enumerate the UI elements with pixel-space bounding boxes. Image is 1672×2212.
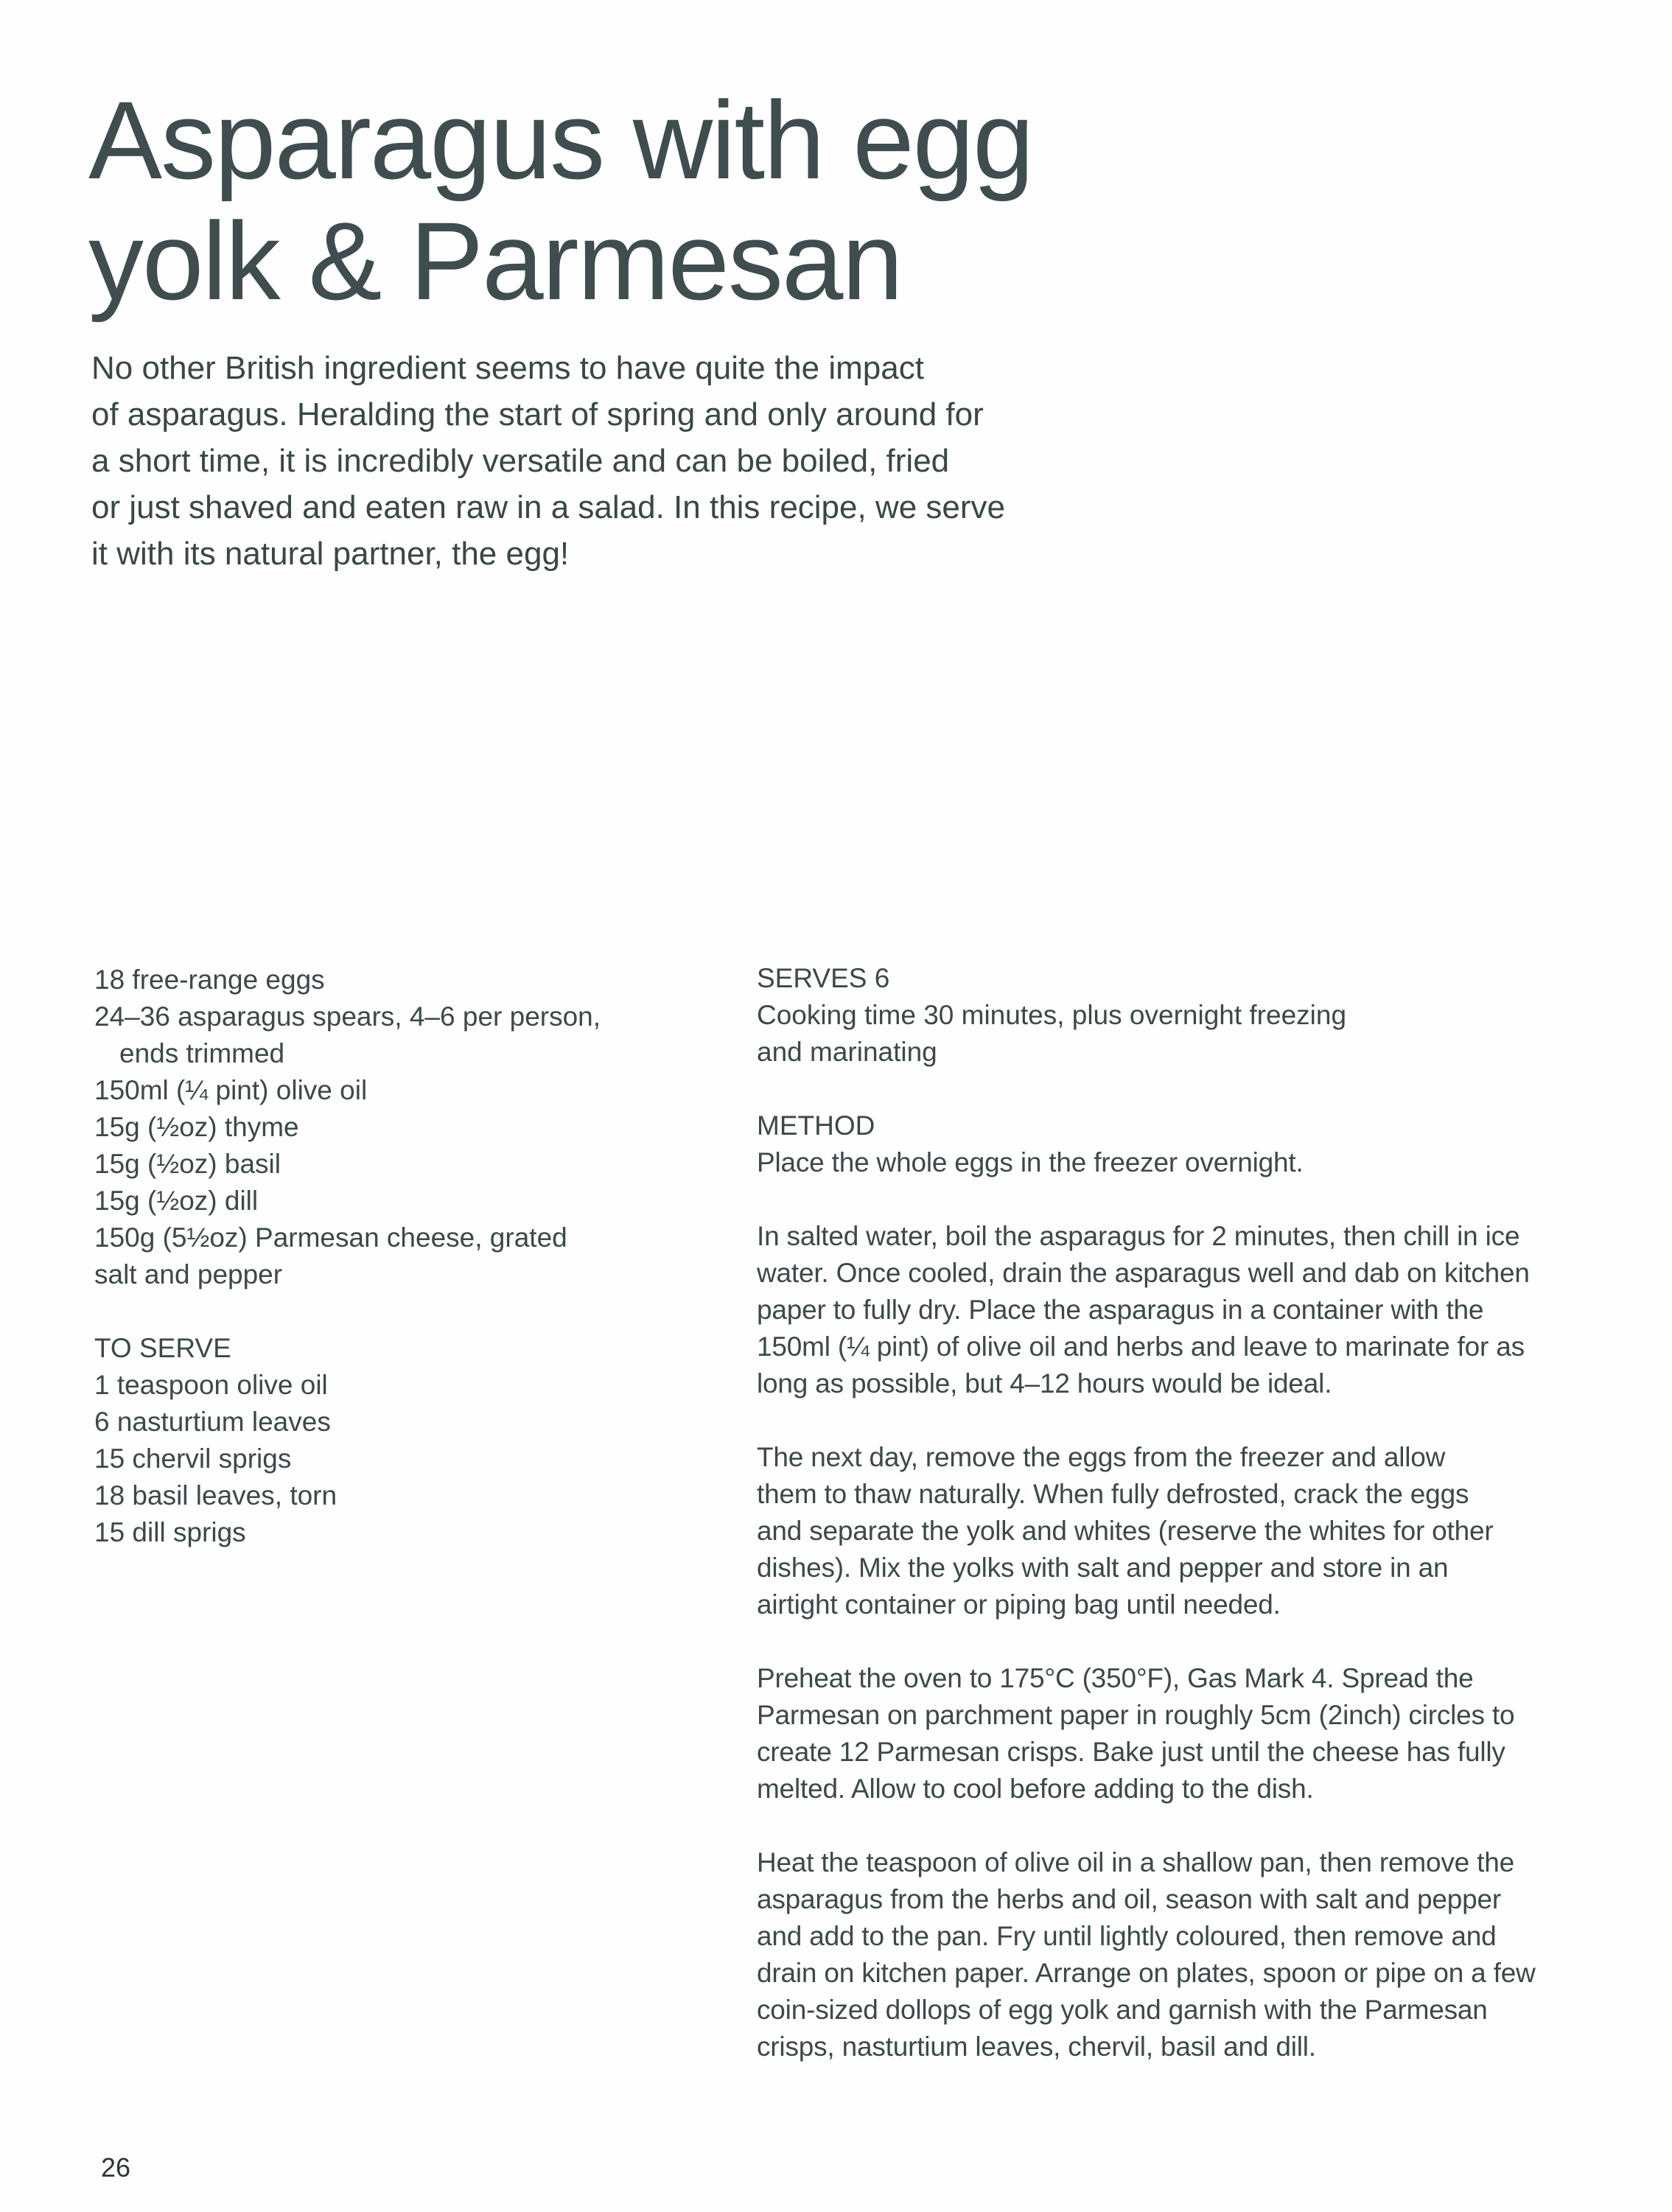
method-line: melted. Allow to cool before adding to the dish.: [757, 1774, 1314, 1804]
method-line: them to thaw naturally. When fully defrosted, crack the eggs: [757, 1479, 1469, 1509]
ingredient-item: 15g (½oz) dill: [94, 1186, 259, 1216]
method-line: Heat the teaspoon of olive oil in a shallow pan, then remove the: [757, 1847, 1514, 1877]
to-serve-item: 15 dill sprigs: [94, 1517, 246, 1547]
method-line: paper to fully dry. Place the asparagus in a container with the: [757, 1295, 1484, 1325]
method-line: dishes). Mix the yolks with salt and pepper and store in an: [757, 1553, 1449, 1583]
ingredient-item: 18 free-range eggs: [94, 965, 325, 995]
method-line: drain on kitchen paper. Arrange on plates, spoon or pipe on a few: [757, 1958, 1536, 1988]
ingredient-item: 150g (5½oz) Parmesan cheese, grated: [94, 1222, 567, 1253]
recipe-title: [88, 80, 1267, 321]
method-line: coin-sized dollops of egg yolk and garnish with the Parmesan: [757, 1995, 1488, 2025]
method-line: and separate the yolk and whites (reserve the whites for other: [757, 1516, 1494, 1546]
method-line: asparagus from the herbs and oil, season with salt and pepper: [757, 1884, 1502, 1914]
method-line: long as possible, but 4–12 hours would be ideal.: [757, 1368, 1332, 1399]
method-line: crisps, nasturtium leaves, chervil, basil and dill.: [757, 2031, 1316, 2062]
method-line: airtight container or piping bag until needed.: [757, 1589, 1281, 1620]
intro-line: it with its natural partner, the egg!: [91, 536, 570, 572]
serves-label: SERVES 6: [757, 963, 890, 993]
ingredient-item: 24–36 asparagus spears, 4–6 per person,: [94, 1001, 601, 1032]
ingredient-item-continuation: ends trimmed: [119, 1038, 285, 1068]
method-line: create 12 Parmesan crisps. Bake just until the cheese has fully: [757, 1737, 1505, 1767]
method-line: and add to the pan. Fry until lightly coloured, then remove and: [757, 1921, 1497, 1951]
method-column: [757, 960, 1575, 2102]
method-line: Parmesan on parchment paper in roughly 5cm (2inch) circles to: [757, 1700, 1515, 1730]
title-line: yolk & Parmesan: [88, 199, 902, 323]
page-number: 26: [101, 2152, 131, 2183]
method-line: water. Once cooled, drain the asparagus well and dab on kitchen: [757, 1258, 1530, 1288]
spacer: [94, 1293, 699, 1330]
method-step: [757, 1439, 1575, 1623]
method-line: The next day, remove the eggs from the freezer and allow: [757, 1442, 1446, 1472]
method-step: [757, 1844, 1575, 2065]
intro-line: No other British ingredient seems to have quite the impact: [91, 350, 924, 386]
intro-line: or just shaved and eaten raw in a salad. In this recipe, we serve: [91, 489, 1006, 525]
method-step: [757, 1660, 1575, 1807]
method-line: 150ml (¼ pint) of olive oil and herbs and leave to marinate for as: [757, 1331, 1525, 1362]
cooking-time: and marinating: [757, 1037, 937, 1067]
to-serve-heading: TO SERVE: [94, 1333, 231, 1363]
spacer: [757, 1071, 1575, 1107]
recipe-intro: [91, 345, 1182, 577]
cooking-time: Cooking time 30 minutes, plus overnight freezing: [757, 1000, 1347, 1030]
title-line: Asparagus with egg: [88, 78, 1033, 202]
method-heading: METHOD: [757, 1110, 875, 1141]
method-step: [757, 1218, 1575, 1402]
ingredient-item: 15g (½oz) basil: [94, 1149, 281, 1179]
to-serve-item: 15 chervil sprigs: [94, 1443, 292, 1474]
intro-line: of asparagus. Heralding the start of spring and only around for: [91, 396, 984, 433]
to-serve-item: 1 teaspoon olive oil: [94, 1370, 328, 1400]
ingredient-item: 150ml (¼ pint) olive oil: [94, 1075, 368, 1105]
method-line: In salted water, boil the asparagus for 2 minutes, then chill in ice: [757, 1221, 1520, 1251]
intro-line: a short time, it is incredibly versatile and can be boiled, fried: [91, 443, 950, 479]
to-serve-item: 18 basil leaves, torn: [94, 1480, 337, 1511]
method-line: Place the whole eggs in the freezer overnight.: [757, 1147, 1304, 1177]
ingredient-item: salt and pepper: [94, 1259, 283, 1289]
ingredients-list: [94, 962, 699, 1551]
method-step: [757, 1144, 1575, 1181]
ingredient-item: 15g (½oz) thyme: [94, 1112, 299, 1142]
method-line: Preheat the oven to 175°C (350°F), Gas Mark 4. Spread the: [757, 1663, 1474, 1693]
to-serve-item: 6 nasturtium leaves: [94, 1407, 331, 1437]
